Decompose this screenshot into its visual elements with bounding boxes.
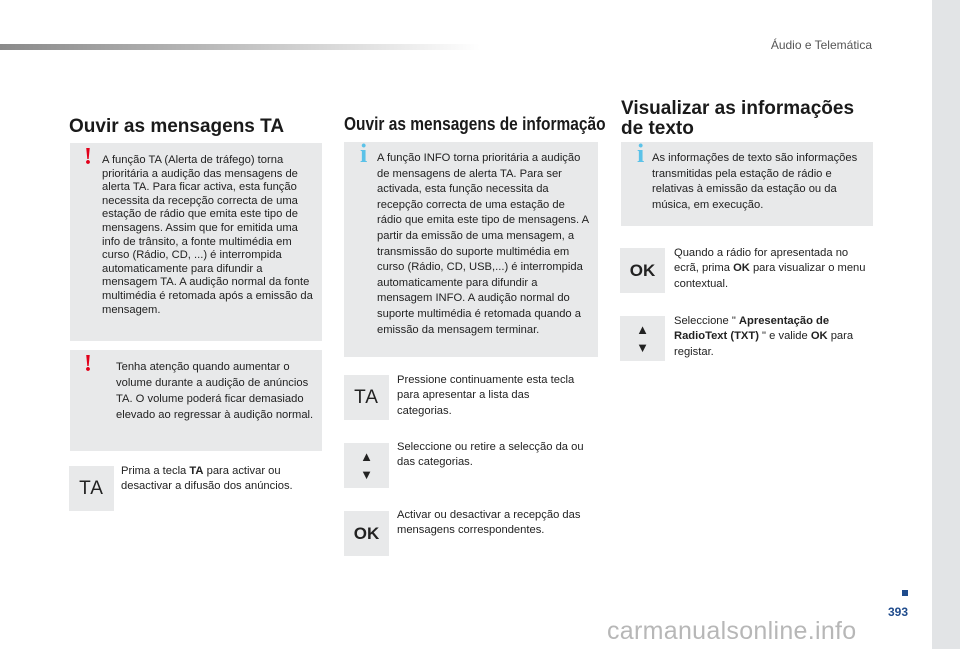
- info-text-info: A função INFO torna prioritária a audição de mensagens de alerta TA. Para ser activada, esta função necessita da recepção correcta de uma estação de rádio que emita este tipo de mensagens. A partir da emissão de uma mensagem, a transmissão do suporte multimédia em curso (Rádio, CD, USB,...) é interrompida automaticamente para difundir a mensagem INFO. A audição normal do suporte multimédia é retomada quando a emissão da mensagem terminar.: [377, 152, 589, 336]
- warning-icon: !: [84, 144, 92, 170]
- side-margin-strip: [932, 0, 960, 649]
- arrow-up-icon: ▲: [636, 321, 649, 337]
- ta-key-icon: [344, 375, 389, 420]
- warning-box-ta: [70, 143, 322, 341]
- step-key-name: OK: [810, 330, 828, 343]
- step-key-name: OK: [733, 262, 750, 275]
- step-category-list: Pressione continuamente esta tecla para apresentar a lista das categorias.: [397, 374, 575, 417]
- step-text: " e valide: [758, 330, 811, 343]
- step-text: Seleccione ": [674, 315, 739, 327]
- warning-text-ta: A função TA (Alerta de tráfego) torna prioritária a audição das mensagens de alerta TA. Para ficar activa, esta função necessita da recepção correcta de uma estação de rádio que emita este tipo de mensagens. Assim que for emitida uma info de trânsito, a fonte multimédia em curso (Rádio, CD, ...) é interrompida automaticamente para difundir a mensagem TA. A audição normal da fonte multimédia é retomada após a emissão da mensagem.: [102, 154, 313, 316]
- header-gradient-bar: [0, 44, 480, 50]
- ta-key-label: TA: [79, 477, 104, 499]
- ok-key-label: OK: [353, 523, 380, 543]
- step-select-category: Seleccione ou retire a selecção da ou das categorias.: [397, 441, 584, 469]
- warning-text-volume: Tenha atenção quando aumentar o volume durante a audição de anúncios TA. O volume poderá ficar demasiado elevado ao regressar à audição normal.: [116, 361, 314, 421]
- heading-ta-messages: Ouvir as mensagens TA: [69, 116, 285, 137]
- ta-key-icon: [69, 466, 114, 511]
- info-text-text: As informações de texto são informações transmitidas pela estação de rádio e relativas à emissão da estação ou da música, em execução.: [652, 152, 858, 211]
- info-box-info: [344, 139, 598, 357]
- warning-icon: !: [84, 351, 92, 377]
- heading-info-messages: Ouvir as mensagens de informação: [344, 114, 606, 134]
- arrow-down-icon: ▼: [360, 466, 373, 482]
- page-marker: [902, 590, 908, 596]
- page-number: 393: [888, 605, 909, 619]
- ta-key-label: TA: [354, 386, 379, 408]
- step-toggle-reception: Activar ou desactivar a recepção das mensagens correspondentes.: [397, 509, 581, 537]
- step-text: para registar.: [674, 330, 854, 358]
- step-text: para activar ou desactivar a difusão dos anúncios.: [121, 465, 293, 493]
- arrow-up-icon: ▲: [360, 448, 373, 464]
- ok-key-label: OK: [629, 260, 656, 280]
- watermark: carmanualsonline.info: [607, 617, 857, 645]
- step-text: para visualizar o menu contextual.: [674, 262, 866, 290]
- warning-box-volume: [70, 350, 322, 451]
- step-select-radiotext: [674, 314, 869, 360]
- info-box-text: [621, 139, 873, 226]
- step-option-name: Apresentação de RadioText (TXT): [674, 315, 830, 343]
- up-down-arrows-icon: [344, 443, 389, 488]
- heading-text-info: Visualizar as informações de texto: [621, 98, 855, 139]
- section-title: Áudio e Telemática: [770, 38, 872, 52]
- arrow-down-icon: ▼: [636, 339, 649, 355]
- info-icon: i: [637, 139, 645, 168]
- step-text: Quando a rádio for apresentada no ecrã, prima: [674, 247, 849, 275]
- info-icon: i: [360, 139, 368, 168]
- step-key-name: TA: [189, 465, 204, 477]
- ok-key-icon: [620, 248, 665, 293]
- step-text: Prima a tecla: [121, 465, 190, 477]
- ok-key-icon: [344, 511, 389, 556]
- step-context-menu: [674, 246, 866, 292]
- step-ta-toggle: [121, 464, 316, 495]
- up-down-arrows-icon: [620, 316, 665, 361]
